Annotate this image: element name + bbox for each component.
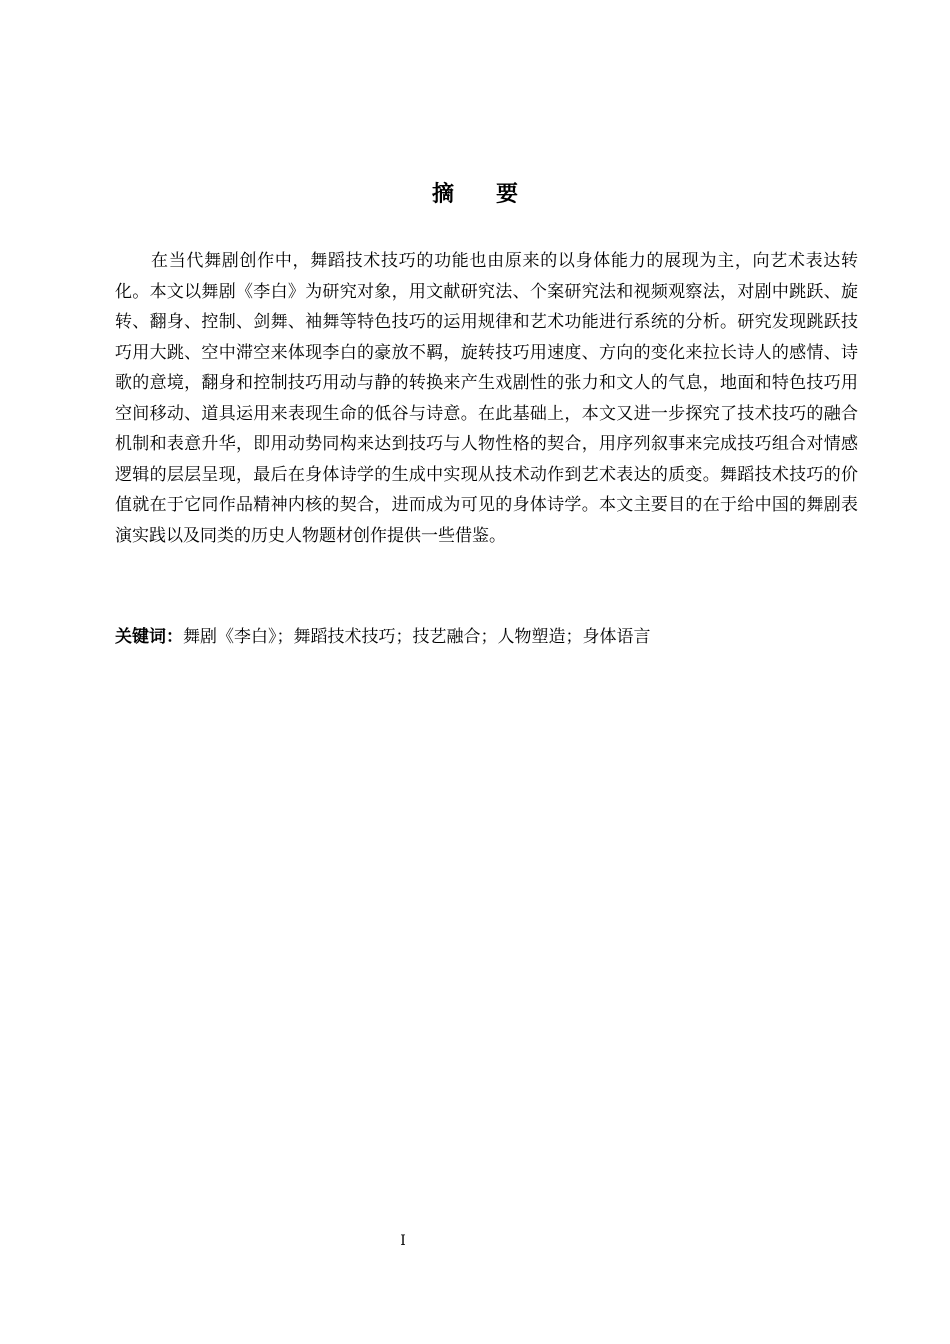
keywords-list: 舞剧《李白》；舞蹈技术技巧；技艺融合；人物塑造；身体语言 — [183, 627, 651, 647]
title-char-1: 摘 — [431, 182, 454, 207]
keywords-label: 关键词： — [115, 627, 183, 647]
abstract-title — [0, 180, 950, 210]
page-number: I — [400, 1233, 406, 1249]
keywords-line — [115, 622, 858, 652]
title-char-2: 要 — [496, 182, 519, 207]
abstract-paragraph: 在当代舞剧创作中，舞蹈技术技巧的功能也由原来的以身体能力的展现为主，向艺术表达转化。本文以舞剧《李白》为研究对象，用文献研究法、个案研究法和视频观察法，对剧中跳跃、旋转、翻身、控制、剑舞、袖舞等特色技巧的运用规律和艺术功能进行系统的分析。研究发现跳跃技巧用大跳、空中滞空来体现李白的豪放不羁，旋转技巧用速度、方向的变化来拉长诗人的感情、诗歌的意境，翻身和控制技巧用动与静的转换来产生戏剧性的张力和文人的气息，地面和特色技巧用空间移动、道具运用来表现生命的低谷与诗意。在此基础上，本文又进一步探究了技术技巧的融合机制和表意升华，即用动势同构来达到技巧与人物性格的契合，用序列叙事来完成技巧组合对情感逻辑的层层呈现，最后在身体诗学的生成中实现从技术动作到艺术表达的质变。舞蹈技术技巧的价值就在于它同作品精神内核的契合，进而成为可见的身体诗学。本文主要目的在于给中国的舞剧表演实践以及同类的历史人物题材创作提供一些借鉴。 — [115, 251, 858, 546]
